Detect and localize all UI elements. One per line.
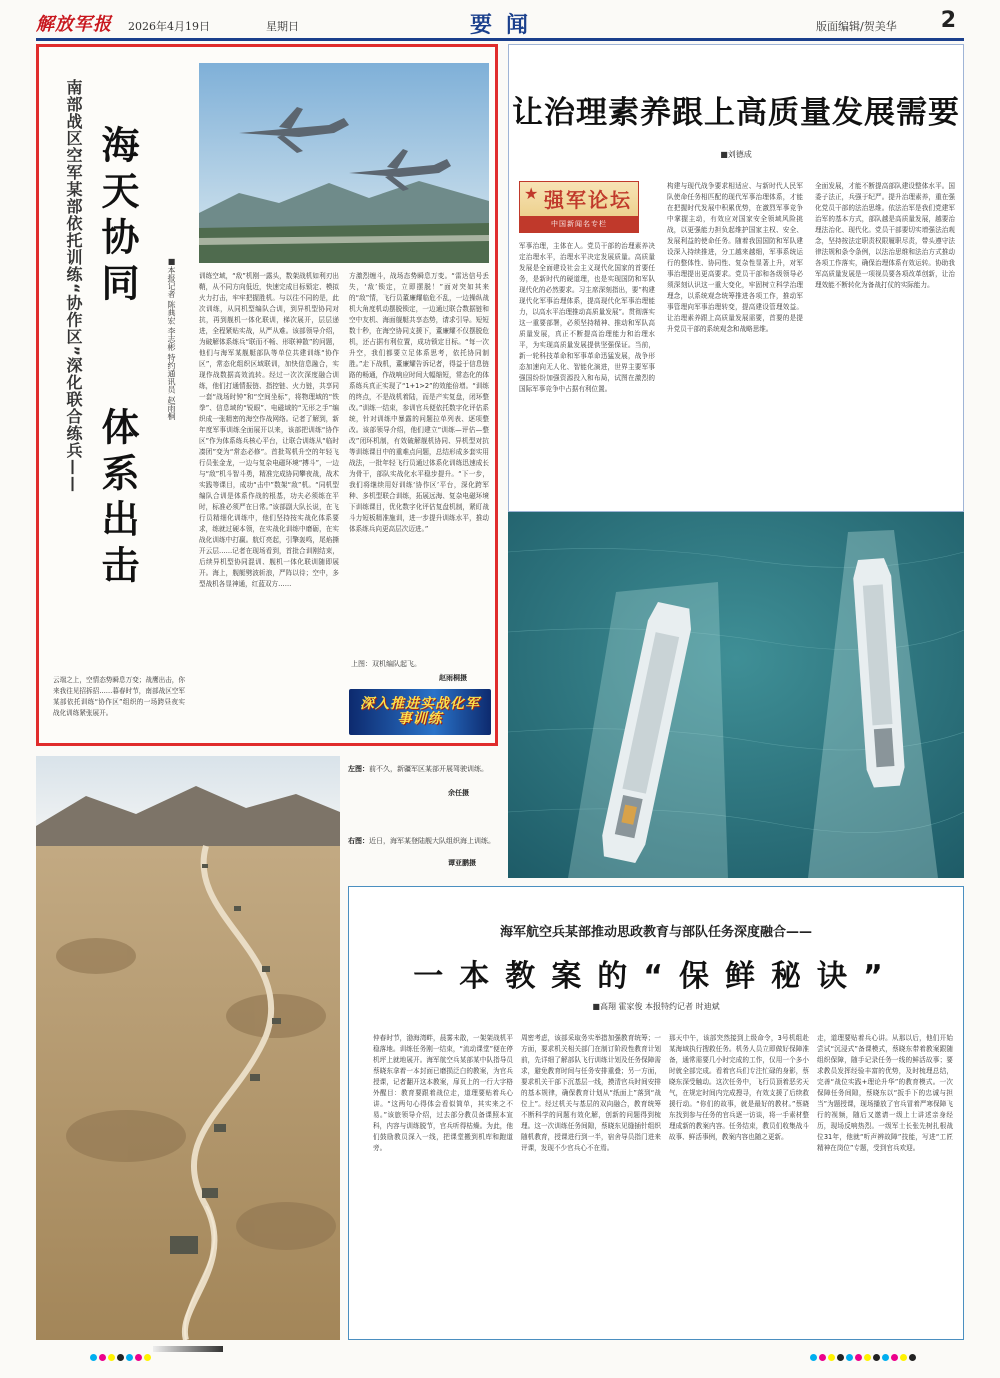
- section-title: 要闻: [469, 13, 542, 38]
- article-a-lead: 云端之上，空情态势瞬息万变；战鹰出击，你来我往见招拆招……暮春时节，南部战区空军某部依托训练“协作区”组织的一场跨昼夜实战化训练紧张展开。: [53, 676, 185, 717]
- article-a-byline: ■本报记者 陈典宏 李志彬 特约通讯员 赵雨桐: [167, 257, 176, 421]
- article-c-kicker: 海军航空兵某部推动思政教育与部队任务深度融合——: [499, 925, 812, 940]
- left-caption-text: 前不久，新疆军区某部开展驾驶训练。: [369, 765, 488, 773]
- article-c-column-2: 周密考虑，该部采取务实举措加强教育统筹；一方面，要求机关相关部门在制订阶段性教育计划前，先详细了解部队飞行训练计划及任务保障需求，避免教育时间与任务安排重叠；另一方面，要求机关干部下沉基层一线，摸清官兵时间安排的基本规律，确保教育计划从“纸面上”落到“战位上”。经过机关与基层的双向融合，教育统筹不断科学的问题有效化解，创新的问题得到梳理。这一次训练任务间隙，蔡晓东见缝插针组织随机教育，授课进行到一半，宿舍导员指门进来评课，发现不少官兵心不在焉。: [521, 1034, 661, 1152]
- right-caption-label: 右图：: [348, 837, 369, 845]
- page-number: 2: [940, 8, 956, 33]
- banner-text: 深入推进实战化军事训练: [360, 696, 480, 727]
- issue-weekday: 星期日: [266, 20, 299, 33]
- article-c-column-1: 仲春时节，渤海湾畔，晨雾未散，一架架战机平稳落地。训练任务刚一结束，“流动课堂”便在停机坪上就地展开。海军航空兵某部某中队指导员蔡晓东拿着一本封面已磨损泛白的教案，为官兵授课，记者翻开这本教案，扉页上的一行大字格外醒目：教育要跟着战位走，道理要贴着兵心讲。“这两句心得体会看似简单，其实来之不易。”该旅领导介绍，过去部分教员备课照本宣科，内容与训练脱节，官兵听得枯燥。为此，他们鼓励教员深入一线，把课堂搬到机库和跑道旁。: [373, 1034, 513, 1152]
- jet-formation-photo: [199, 63, 489, 263]
- article-a-column-2: 方激烈缠斗，战场态势瞬息万变。“雷达信号丢失，‘敌’锁定，立即摆脱！”面对突如其来的“敌”情，飞行员董廉耀临危不乱，一边操纵战机大角度机动摆脱锁定，一边通过联合数据链和空中友机、海面舰艇共享态势，请求引导。短短数十秒，在海空协同支援下，董廉耀不仅摆脱危机，还占据有利位置，成功锁定目标。“每一次升空，我们都要立足体系思考，依托协同制胜。”走下战机，董廉耀告诉记者，得益于信息链路的畅通，作战响应时间大幅缩短，常态化的体系练兵真正实现了“1+1>2”的效能倍增。“训练的终点，不是战机着陆，而是产实复盘，闭环整改。”训练一结束，参训官兵便依托数字化评估系统，针对训练中暴露的问题拉单列表、逐项整改。该部领导介绍，他们建立“训练—评估—整改”闭环机制，有效破解舰机协同、异机型对抗等训练课目中的重难点问题，总结形成多套实用战法，一批年轻飞行员通过体系化训练迅速成长为骨干，部队实战化水平稳步提升。“下一步，我们将继续用好训练‘协作区’平台，深化跨军种、多机型联合训练，拓展远海、复杂电磁环境下训练课目，优化数字化评估复盘机制，紧盯战斗力短板精准施训，进一步提升训练水平，推动体系练兵向更高层次迈进。”: [349, 272, 489, 533]
- article-c-column-4: 走，道理要贴着兵心讲。从那以后，他们开始尝试“沉浸式”备课模式，蔡晓东带着教案跟随组织保障，随手记录任务一线的鲜活故事；要求教员发挥经验丰富的优势，及时梳理总结，完善“战位实践+理论升华”的教育模式。一次保障任务间隙，蔡晓东以“扳手下的忠诚与担当”为题授课，现场播放了官兵冒着严寒保障飞行的视频，随后又邀请一级上士讲述亲身经历，现场反响热烈。一级军士长张先树扎根战位31年，他就“听声辨故障”技能，写进“工匠精神在岗位”专题，受到官兵欢迎。: [817, 1034, 953, 1152]
- article-lesson-plan[interactable]: [348, 886, 964, 1340]
- article-a-column-1: 训练空域，“敌”机刚一露头，数架战机如利刃出鞘，从不同方向低近，快速完成目标锁定、模拟火力打击，牢牢把握胜机。与以往不同的是，此次训练，从同机型编队合训，到异机型协同对抗，再到舰机一体化联训，梯次展开，层层递进，全程紧贴实战，从严从难。该部领导介绍，为破解体系练兵“联而不畅、形联神散”的问题，他们与海军某舰艇部队等单位共建训练“协作区”，常态化组织区域联训，加快信息融合，实现作战数据高效流转。经过一次次深度融合训练，他们打通情报链、指控链、火力链，共享同一套“战场时钟”和“空间坐标”，将物理域的“铁拳”、信息域的“锐眼”、电磁域的“无形之手”编织成一张精密的海空作战网络。记者了解到，新年度军事训练全面展开以来，该部把训练“协作区”作为体系练兵核心平台，让联合训练从“临时凑团”变为“常态必修”。首批驾机升空的年轻飞行员张金龙，一边与复杂电磁环境“搏斗”，一边与“敌”机斗智斗勇，精准完成协同攀夜战，战术实践等课目，成功“击中”数架“敌”机。“同机型编队合训是体系作战的根基，功夫必须练在平时，标准必须严在日常。”该部副大队长说，在飞行员精细化训练中，他们坚持按实战化体系要求，练就过硬本领，在实战化训练中磨砺，在实战化训练中打赢。航灯亮起，引擎轰鸣，尾焰撕开云层……记者在现场看到，首批合训刚结束，后续异机型协同混训、舰机一体化联训随即展开。海上，舰艇劈波斩浪，严阵以待；空中，多型战机各显神通，红蓝双方……: [199, 272, 339, 588]
- masthead: [36, 8, 964, 40]
- column-badge: [519, 181, 639, 233]
- column-badge-subtitle: 中国新闻名专栏: [520, 216, 638, 232]
- print-color-bar-right: [810, 1346, 918, 1354]
- training-campaign-banner: [349, 689, 491, 735]
- newspaper-logo: 解放军报: [36, 14, 112, 35]
- article-a-subtitle: 南部战区空军某部依托训练“协作区”深化联合练兵——: [64, 79, 83, 494]
- right-photo-caption: [348, 836, 496, 847]
- article-b-column-3: 全面发展，才能不断提高部队建设整体水平。国委子法正，兵强于纪严。提升治理素养，重在强化党员干部的法治思维。依法治军是我们党建军治军的基本方式，部队越是高质量发展，越要治理法治化、现代化。党员干部要切实增强法治观念，坚持按法定职责权限履职尽责，带头遵守法律法规和条令条例，以法治思维和法治方式推动各项工作落实，确保治理体系有效运转。协助我军高质量发展是一项视员要各项改革创新，让治理效能不断转化为备战打仗的实际能力。: [815, 182, 955, 289]
- masthead-rule: [36, 38, 964, 41]
- right-photo-credit: 谭亚鹏摄: [448, 859, 476, 867]
- article-b-title: 让治理素养跟上高质量发展需要: [512, 95, 960, 131]
- left-photo-caption: [348, 764, 496, 775]
- issue-date: 2026年4月19日: [128, 20, 210, 33]
- page-editor: 版面编辑/贺美华: [816, 20, 897, 33]
- article-c-byline: ■高翔 霍家俊 本报特约记者 时迪斌: [592, 1002, 720, 1011]
- article-governance-commentary[interactable]: [508, 44, 964, 512]
- left-photo-credit: 余任摄: [448, 789, 469, 797]
- left-caption-label: 左图：: [348, 765, 369, 773]
- article-c-column-3: 那天中午，该部突然接到上级命令，3号机组赴某海域执行搜救任务。机务人员立即做好保障准备，通常需要几小时完成的工作，仅用一个多小时就全部完成。看着官兵们专注忙碌的身影，蔡晓东深受触动。这次任务中，飞行员顶着恶劣天气，在规定时间内完成搜寻，有效支援了后续救援行动。“你们的故事，就是最好的教材。”蔡晓东找到参与任务的官兵逐一访谈，将一手素材整理成新的教案内容。任务结束，教员们收集战斗故事、鲜活事例，教案内容也随之更新。: [669, 1034, 809, 1141]
- right-caption-text: 近日，海军某登陆舰大队组织海上训练。: [369, 837, 495, 845]
- article-b-column-1: 军事治理，主体在人。党员干部的治理素养决定治理水平，治理水平决定发展质量。高质量发展是全面建设社会主义现代化国家的首要任务，是新时代的硬道理，也是实现国防和军队现代化的必然要求。习主席深刻指出，要“构建现代化军事治理体系，提高现代化军事治理能力，以高水平治理推动高质量发展”。贯彻落实这一重要部署，必须坚持精神、推动和军队高质量发展，真正不断提高治理能力和治理水平，为实现高质量发展提供坚强保证。当前，新一轮科技革命和军事革命迅猛发展，战争形态加速向无人化、智能化演进，世界主要军事强国纷纷加强资源投入和布局，试图在激烈的国际军事竞争中占据有利位置。: [519, 242, 655, 393]
- article-joint-training[interactable]: [36, 44, 498, 746]
- article-b-column-2: 构建与现代战争要求相适应、与新时代人民军队使命任务相匹配的现代军事治理体系，才能在把握时代发展中积累优势，在激烈军事竞争中掌握主动，有效应对国家安全领域风险挑战，以更强能力担负起维护国家主权、安全、发展利益的使命任务。随着我国国防和军队建设深入持续推进，分工越来越细，军事系统运行的整体性、协同性、复杂性显著上升，对军事治理提出更高要求。党员干部和各级领导必须深刻认识这一重大变化，牢固树立科学治理理念，以系统观念统筹推进各项工作，推动军事管理向军事治理转变，提高建设管理效益。让治理素养跟上高质量发展需要，首要的是提升党员干部的系统观念和战略思维。: [667, 182, 803, 333]
- landing-ships-photo: [508, 512, 964, 878]
- article-b-author: ■刘德成: [720, 150, 752, 159]
- article-a-photo-credit: 赵雨桐摄: [439, 674, 467, 682]
- article-a-title-line1: 海天协同: [95, 125, 139, 309]
- article-a-title-line2: 体系出击: [95, 407, 139, 591]
- print-color-bar-left: [90, 1346, 225, 1354]
- star-icon: ★: [524, 184, 539, 203]
- article-a-photo-caption: 上图：双机编队起飞。: [351, 660, 421, 668]
- desert-convoy-photo: [36, 756, 340, 1340]
- article-c-title: 一本教案的“保鲜秘诀”: [413, 959, 899, 994]
- column-badge-title: 强军论坛: [544, 188, 632, 212]
